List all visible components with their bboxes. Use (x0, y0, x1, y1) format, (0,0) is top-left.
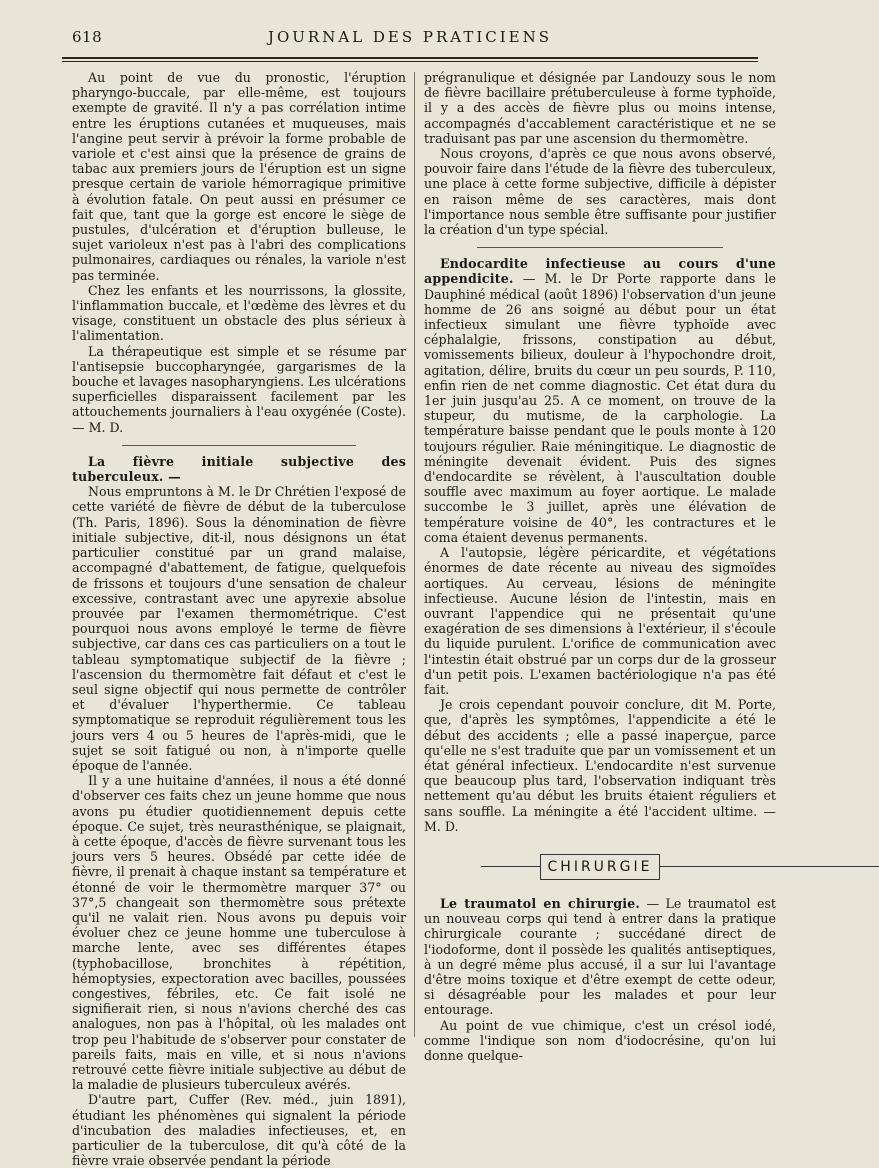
article-heading: La fièvre initiale subjective des tuberculeux. — (72, 453, 406, 485)
page-header (62, 28, 758, 54)
paragraph: A l'autopsie, légère péricardite, et végétations énormes de date récente au niveau des sigmoïdes aortiques. Au cerveau, lésions de méningite infectieuse. Aucune lésion de l'intestin, mais en ouvrant l'appendice qui ne présentait qu'une exagération de ses dimensions à l'extérieur, il s'écoule du liquide purulent. L'orifice de communication avec l'intestin était obstrué par un corps dur de la grosseur d'un petit pois. L'examen bactériologique n'a pas été fait. (424, 545, 776, 697)
paragraph: Nous empruntons à M. le Dr Chrétien l'exposé de cette variété de fièvre de début de la tuberculose (Th. Paris, 1896). Sous la dénomination de fièvre initiale subjective, dit-il, nous désignons un état particulier constitué par un grand malaise, accompagné d'abattement, de fatigue, quelquefois de frissons et toujours d'une sensation de chaleur excessive, contrastant avec une apyrexie absolue prouvée par l'examen thermométrique. C'est pourquoi nous avons employé le terme de fièvre subjective, car dans ces cas particuliers on a tout le tableau symptomatique subjectif de la fièvre ; l'ascension du thermomètre fait défaut et c'est le seul signe objectif qui nous permette de contrôler et d'évaluer l'hyperthermie. Ce tableau symptomatique se reproduit régulièrement tous les jours vers 4 ou 5 heures de l'après-midi, que le sujet se soit fatigué ou non, à n'importe quelle époque de l'année. (72, 484, 406, 773)
article-heading: Endocardite infectieuse au cours d'une appendicite. (424, 256, 776, 287)
paragraph: Il y a une huitaine d'années, il nous a été donné d'observer ces faits chez un jeune homme que nous avons pu étudier quotidiennement depuis cette époque. Ce sujet, très neurasthénique, se plaignait, à cette époque, d'accès de fièvre survenant tous les jours vers 5 heures. Obsédé par cette idée de fièvre, il prenait à chaque instant sa température et étonné de voir le thermomètre marquer 37° ou 37°,5 changeait son thermomètre sous prétexte qu'il ne valait rien. Nous avons pu depuis voir évoluer chez ce jeune homme une tuberculose à marche lente, avec ses différentes étapes (typhobacillose, bronchites à répétition, hémoptysies, expectoration avec bacilles, poussées congestives, fébriles, etc. Ce fait isolé ne signifierait rien, si nous n'avions cherché des cas analogues, non pas à l'hôpital, où les malades ont trop peu l'habitude de s'observer pour constater de pareils faits, mais en ville, et si nous n'avions retrouvé cette fièvre initiale subjective au début de la maladie de plusieurs tuberculeux avérés. (72, 773, 406, 1093)
paragraph-text: — Le traumatol est un nouveau corps qui tend à entrer dans la pratique chirurgicale courante ; succédané direct de l'iodoforme, dont il possède les qualités antiseptiques, à un degré même plus accusé, il a sur lui l'avantage d'être moins toxique et d'être exempt de cette odeur, si désagréable pour les malades et pour leur entourage. (424, 895, 776, 1018)
paragraph: Au point de vue chimique, c'est un crésol iodé, comme l'indique son nom d'iodocrésine, qu'on lui donne quelque- (424, 1017, 776, 1063)
article-heading: Le traumatol en chirurgie. (440, 895, 640, 911)
paragraph: Nous croyons, d'après ce que nous avons observé, pouvoir faire dans l'étude de la fièvre des tuberculeux, une place à cette forme subjective, difficile à dépister en raison même de ses caractères, mais dont l'importance nous semble être suffisante pour justifier la création d'un type spécial. (424, 146, 776, 238)
right-column (424, 70, 776, 1063)
paragraph: Je crois cependant pouvoir conclure, dit M. Porte, que, d'après les symptômes, l'appendicite a été le début des accidents ; elle a passé inaperçue, parce qu'elle ne s'est traduite que par un vomissement et un état général infectieux. L'endocardite n'est survenue que beaucoup plus tard, l'observation indiquant très nettement qu'au début les bruits étaient réguliers et sans souffle. La méningite a été l'accident ultime. — M. D. (424, 697, 776, 834)
article-paragraph (424, 256, 776, 545)
section-header (540, 854, 660, 880)
paragraph: Chez les enfants et les nourrissons, la glossite, l'inflammation buccale, et l'œdème des lèvres et du visage, constituent un obstacle des plus sérieux à l'alimentation. (72, 282, 406, 344)
page-number: 618 (72, 28, 103, 46)
header-rule (62, 57, 758, 62)
running-title: JOURNAL DES PRATICIENS (267, 28, 553, 46)
section-title: CHIRURGIE (541, 855, 659, 879)
paragraph: D'autre part, Cuffer (Rev. méd., juin 1891), étudiant les phénomènes qui signalent la période d'incubation des maladies infectieuses, et, en particulier de la tuberculose, dit qu'à côté de la fièvre vraie observée pendant la période (72, 1092, 406, 1168)
paragraph: Au point de vue du pronostic, l'éruption pharyngo-buccale, par elle-même, est toujours exempte de gravité. Il n'y a pas corrélation intime entre les éruptions cutanées et muqueuses, mais l'angine peut servir à prévoir la forme probable de variole et c'est ainsi que la présence de grains de tabac aux premiers jours de l'éruption est un signe presque certain de variole hémorragique primitive à évolution fatale. On peut aussi en présumer ce fait que, tant que la gorge est encore le siège de pustules, d'ulcération et d'éruption bulleuse, le sujet varioleux n'est pas à l'abri des complications pulmonaires, cardiaques ou rénales, la variole n'est pas terminée. (72, 70, 406, 283)
article-separator (477, 247, 723, 248)
paragraph: La thérapeutique est simple et se résume par l'antisepsie buccopharyngée, gargarismes de la bouche et lavages nasopharyngiens. Les ulcérations superficielles disparaissent facilement par les attouchements journaliers à l'eau oxygénée (Coste). — M. D. (72, 343, 406, 435)
paragraph: prégranulique et désignée par Landouzy sous le nom de fièvre bacillaire prétuberculeuse à forme typhoïde, il y a des accès de fièvre plus ou moins intense, accompagnés d'accablement caractéristique et ne se traduisant pas par une ascension du thermomètre. (424, 70, 776, 146)
article-paragraph (424, 896, 776, 1018)
left-column (72, 70, 406, 1168)
paragraph-text: — M. le Dr Porte rapporte dans le Dauphiné médical (août 1896) l'observation d'un jeune homme de 26 ans soigné au début pour un état infectieux simulant une fièvre typhoïde avec céphalalgie, frissons, constipation au début, vomissements bilieux, douleur à l'hypochondre droit, agitation, délire, bruits du cœur un peu sourds, P. 110, enfin rien de net comme diagnostic. Cet état dura du 1er juin jusqu'au 25. A ce moment, on trouve de la stupeur, du mutisme, de la carphologie. La température baisse pendant que le pouls monte à 120 toujours régulier. Raie méningitique. Le diagnostic de méningite devenait évident. Puis des signes d'endocardite se révèlent, à l'auscultation double souffle avec maximum au foyer aortique. Le malade succombe le 3 juillet, après une élévation de température voisine de 40°, les contractures et le coma étaient devenus permanents. (424, 271, 776, 545)
article-separator (122, 445, 356, 446)
column-divider (414, 72, 415, 1037)
